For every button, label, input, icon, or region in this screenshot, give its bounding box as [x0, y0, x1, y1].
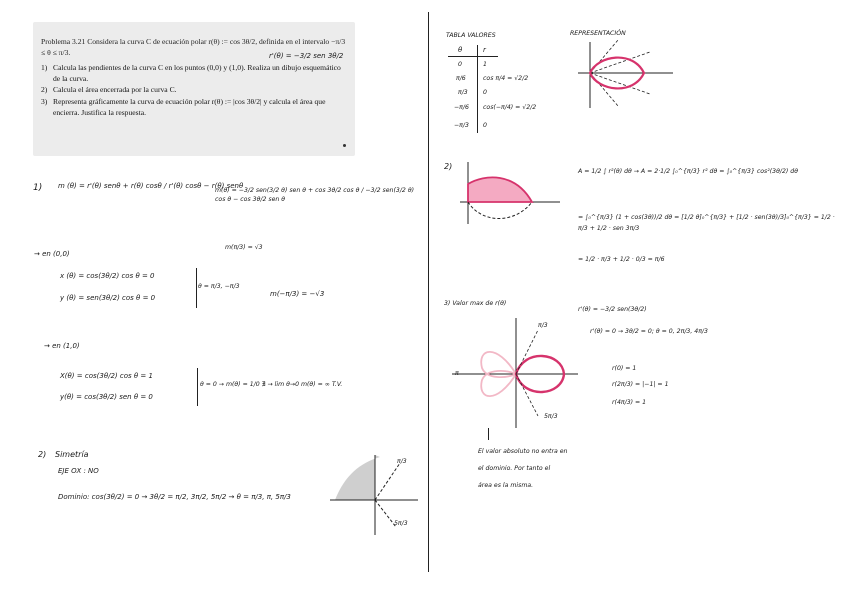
representation-sketch	[578, 40, 678, 110]
table-head-r: r	[483, 46, 486, 54]
label-pi3: π/3	[538, 322, 548, 329]
theta-solution: θ = π/3, −π/3	[198, 283, 240, 290]
page-divider	[428, 12, 429, 572]
problem-statement	[33, 22, 355, 156]
x-equation: x (θ) = cos(3θ/2) cos θ = 0	[60, 272, 155, 280]
y10-equation: y(θ) = cos(3θ/2) sen θ = 0	[60, 393, 153, 401]
en-origin-label: → en (0,0)	[34, 250, 70, 258]
x10-equation: X(θ) = cos(3θ/2) cos θ = 1	[60, 372, 153, 380]
table-hline	[448, 56, 498, 57]
label-5pi3: 5π/3	[394, 520, 408, 527]
table-cell: 1	[483, 61, 487, 68]
table-cell: cos π/4 = √2/2	[483, 75, 529, 82]
label-pi3: π/3	[397, 458, 407, 465]
note-line: El valor absoluto no entra en	[478, 448, 568, 455]
shaded-region	[335, 455, 380, 500]
section-1-label: 1)	[33, 183, 43, 193]
table-cell: 0	[483, 89, 487, 96]
table-vline	[477, 45, 478, 133]
bracket	[194, 368, 198, 406]
ray-pi3	[375, 463, 400, 500]
petal-light	[481, 371, 516, 396]
section-2-label: 2)	[38, 450, 47, 459]
area-step-1: A = 1/2 ∫ r²(θ) dθ → A = 2·1/2 ∫₀^{π/3} r² dθ = ∫₀^{π/3} cos²(3θ/2) dθ	[578, 168, 798, 175]
label-5pi3: 5π/3	[544, 413, 558, 420]
table-row: π/6	[456, 75, 466, 82]
r-value-2pi3: r(2π/3) = |−1| = 1	[612, 381, 669, 388]
section-3-label: 3) Valor max de r(θ)	[444, 300, 507, 307]
area-step-3: = 1/2 · π/3 + 1/2 · 0/3 = π/6	[578, 256, 665, 263]
critical-points: r'(θ) = 0 → 3θ/2 = 0; θ = 0, 2π/3, 4π/3	[590, 328, 708, 335]
label-pi: π	[455, 370, 459, 377]
area-sketch	[460, 162, 565, 232]
derivative: r'(θ) = −3/2 sen(3θ/2)	[578, 306, 647, 313]
problem-items	[41, 62, 346, 118]
table-cell: 0	[483, 122, 487, 129]
problem-header: Problema 3.21 Considera la curva C de ecuación polar r(θ) := cos 3θ/2, definida en el intervalo −π/3 ≤ θ ≤ π/3.	[41, 37, 346, 58]
ray-pi3	[516, 330, 538, 374]
slope-expanded: m(θ) = −3/2 sen(3/2 θ) sen θ + cos 3θ/2 cos θ / −3/2 sen(3/2 θ) cos θ − cos 3θ/2 sen θ	[215, 187, 415, 203]
lower-half	[468, 202, 532, 219]
derivative-note: r'(θ) = −3/2 sen 3θ/2	[269, 52, 344, 60]
eje-label: EJE OX : NO	[58, 467, 99, 475]
area-step-2: = ∫₀^{π/3} (1 + cos(3θ))/2 dθ = [1/2 θ]₀^{π/3} + [1/2 · sen(3θ)/3]₀^{π/3} = 1/2 · π/3 + 1/2 · sen 3π/3	[578, 214, 835, 232]
dominio-label: Dominio: cos(3θ/2) = 0 → 3θ/2 = π/2, 3π/2, 5π/2 → θ = π/3, π, 5π/3	[58, 493, 291, 501]
ray-5pi3	[516, 374, 538, 416]
table-cell: cos(−π/4) = √2/2	[483, 104, 537, 111]
area-region	[468, 177, 532, 202]
y-equation: y (θ) = sen(3θ/2) cos θ = 0	[60, 294, 156, 302]
table-row: −π/3	[454, 122, 469, 129]
r-value-0: r(0) = 1	[612, 365, 637, 372]
domain-sketch	[330, 455, 425, 535]
m-pi3: m(π/3) = √3	[225, 244, 263, 251]
bracket	[193, 268, 197, 308]
result-10: θ = 0 → m(θ) = 1/0 ∄ → lim θ→0 m(θ) = ∞ T.V.	[200, 381, 343, 388]
simetria-label: Simetría	[55, 450, 89, 459]
table-row: π/3	[458, 89, 468, 96]
r-value-4pi3: r(4π/3) = 1	[612, 399, 647, 406]
section-2-right-label: 2)	[444, 162, 453, 171]
table-row: −π/6	[454, 104, 469, 111]
table-head-theta: θ	[458, 46, 463, 54]
note-line: el dominio. Por tanto el	[478, 465, 551, 472]
en-10-label: → en (1,0)	[44, 342, 80, 350]
problem-item: 1) Calcula las pendientes de la curva C en los puntos (0,0) y (1,0). Realiza un dibujo esquemático de la curva.	[41, 63, 341, 84]
problem-item: 2) Calcula el área encerrada por la curva C.	[41, 85, 177, 95]
abs-value-sketch	[452, 318, 582, 428]
arrow-up	[488, 428, 489, 440]
ray-5pi3	[375, 500, 396, 527]
tabla-title: TABLA VALORES	[446, 32, 496, 39]
problem-item: 3) Representa gráficamente la curva de ecuación polar r(θ) := |cos 3θ/2| y calcula el área que encierra. Justifica la respuesta.	[41, 96, 326, 117]
table-row: 0	[458, 61, 462, 68]
m-neg-pi3: m(−π/3) = −√3	[270, 290, 325, 298]
repr-title: REPRESENTACIÓN	[570, 30, 626, 37]
slope-formula: m (θ) = r'(θ) senθ + r(θ) cosθ / r'(θ) cosθ − r(θ) senθ	[58, 182, 244, 190]
petal-light	[481, 352, 516, 377]
dot-mark	[343, 144, 346, 147]
note-line: área es la misma.	[478, 482, 534, 489]
